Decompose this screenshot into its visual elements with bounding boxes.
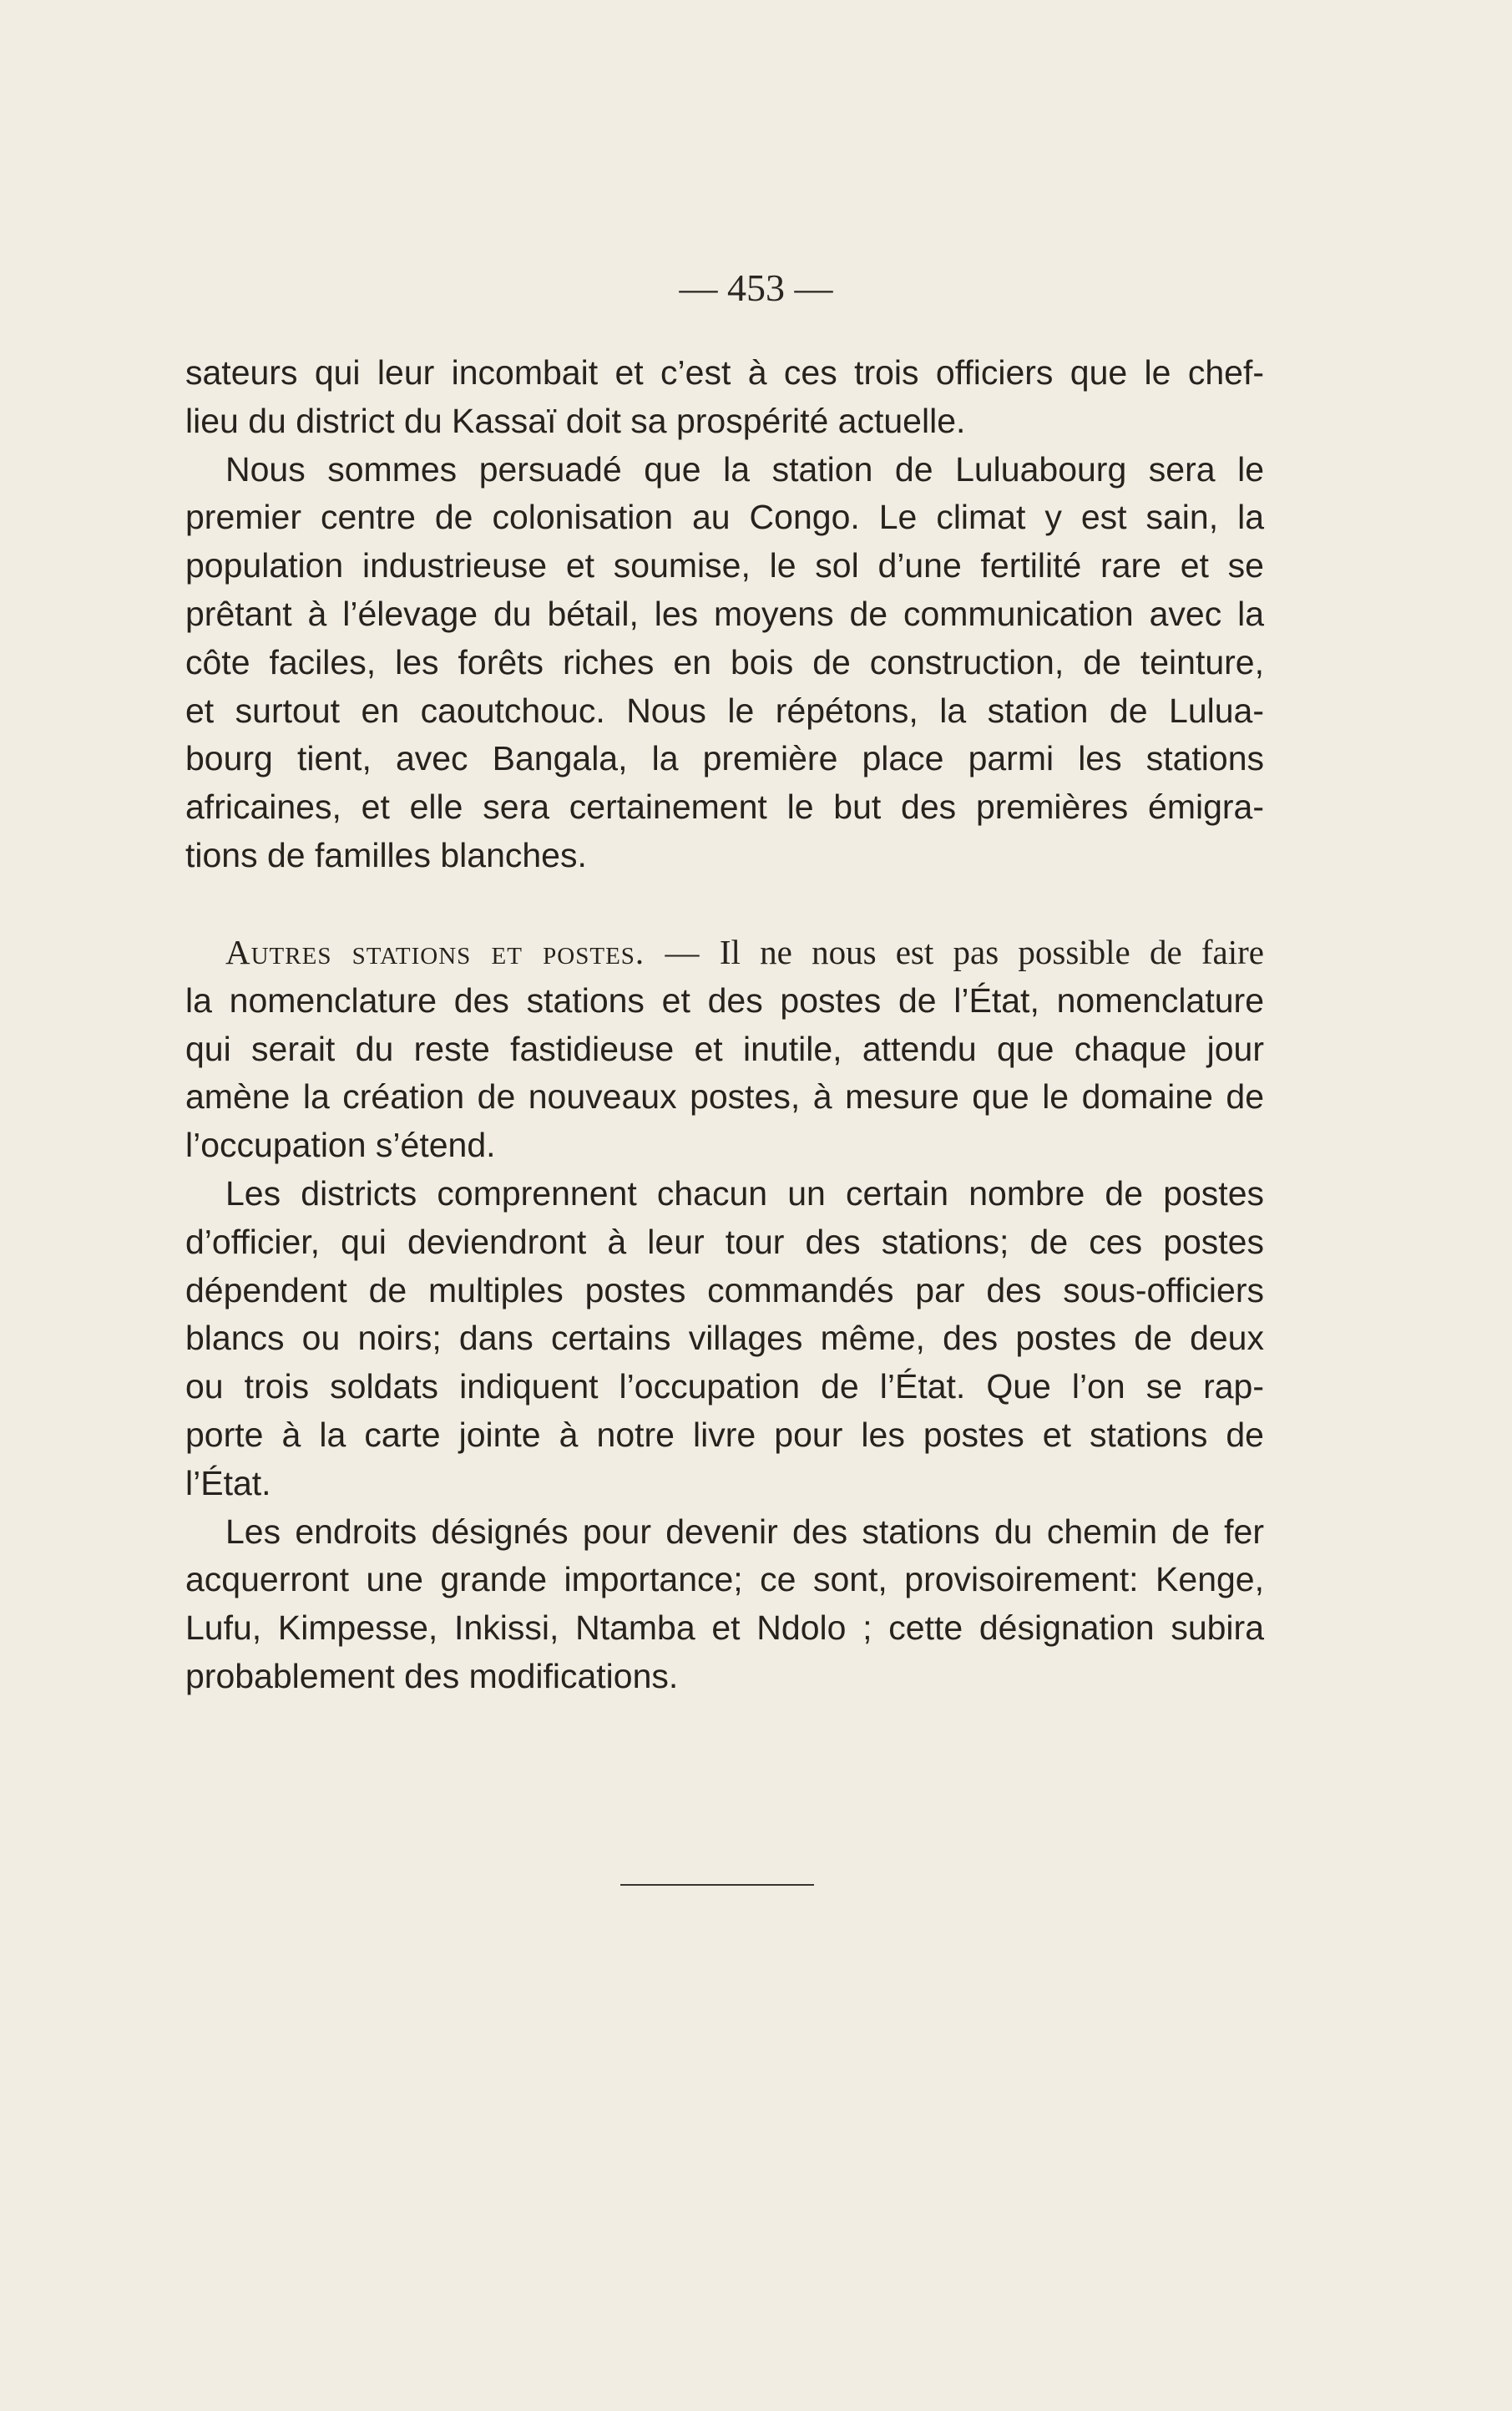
section-heading: Autres stations et postes. [225, 933, 645, 971]
text-line: la nomenclature des stations et des postes de l’État, nomenclature [185, 980, 1264, 1020]
text-line: l’État. [185, 1463, 271, 1502]
text-block-lower [185, 929, 1264, 1701]
text-line: acquerront une grande importance; ce sont, provisoirement: Kenge, [185, 1560, 1264, 1599]
text-line: africaines, et elle sera certainement le but des premières émigra- [185, 788, 1264, 827]
text-line: et surtout en caoutchouc. Nous le répétons, la station de Lulua- [185, 691, 1264, 730]
paragraph [185, 446, 1264, 880]
text-line: qui serait du reste fastidieuse et inutile, attendu que chaque jour [185, 1029, 1264, 1068]
text-line: prêtant à l’élevage du bétail, les moyens de communication avec la [185, 594, 1264, 633]
text-line: blancs ou noirs; dans certains villages même, des postes de deux [185, 1319, 1264, 1358]
text-line: ou trois soldats indiquent l’occupation de l’État. Que l’on se rap- [185, 1367, 1264, 1406]
text-line: bourg tient, avec Bangala, la première place parmi les stations [185, 739, 1264, 778]
text-line: côte faciles, les forêts riches en bois de construction, de teinture, [185, 642, 1264, 681]
text-line: l’occupation s’étend. [185, 1126, 496, 1165]
text-line: dépendent de multiples postes commandés par des sous-officiers [185, 1270, 1264, 1309]
text-block-upper [185, 349, 1264, 880]
text-line: sateurs qui leur incombait et c’est à ces trois officiers que le chef- [185, 353, 1264, 392]
em-dash: — [665, 933, 700, 971]
page-number: — 453 — [679, 266, 833, 309]
text-line: lieu du district du Kassaï doit sa prospérité actuelle. [185, 401, 966, 440]
text-run: Il ne nous est pas possible de faire [719, 933, 1264, 971]
text-line: tions de familles blanches. [185, 835, 587, 874]
text-line: porte à la carte jointe à notre livre pour les postes et stations de [185, 1415, 1264, 1454]
text-line: Les endroits désignés pour devenir des stations du chemin de fer [225, 1512, 1264, 1551]
paragraph [185, 349, 1264, 446]
text-line: d’officier, qui deviendront à leur tour des stations; de ces postes [185, 1222, 1264, 1261]
text-line: amène la création de nouveaux postes, à mesure que le domaine de [185, 1077, 1264, 1117]
end-rule [620, 1884, 814, 1886]
paragraph [185, 1508, 1264, 1701]
text-line: population industrieuse et soumise, le sol d’une fertilité rare et se [185, 546, 1264, 585]
text-line: Lufu, Kimpesse, Inkissi, Ntamba et Ndolo ; cette désignation subira [185, 1608, 1264, 1648]
paragraph [185, 1170, 1264, 1508]
paragraph [185, 929, 1264, 1170]
text-line [185, 929, 1264, 977]
text-line: premier centre de colonisation au Congo. Le climat y est sain, la [185, 498, 1264, 537]
text-line: Nous sommes persuadé que la station de Luluabourg sera le [225, 449, 1264, 489]
text-line: Les districts comprennent chacun un certain nombre de postes [225, 1173, 1264, 1213]
text-line: probablement des modifications. [185, 1656, 679, 1695]
